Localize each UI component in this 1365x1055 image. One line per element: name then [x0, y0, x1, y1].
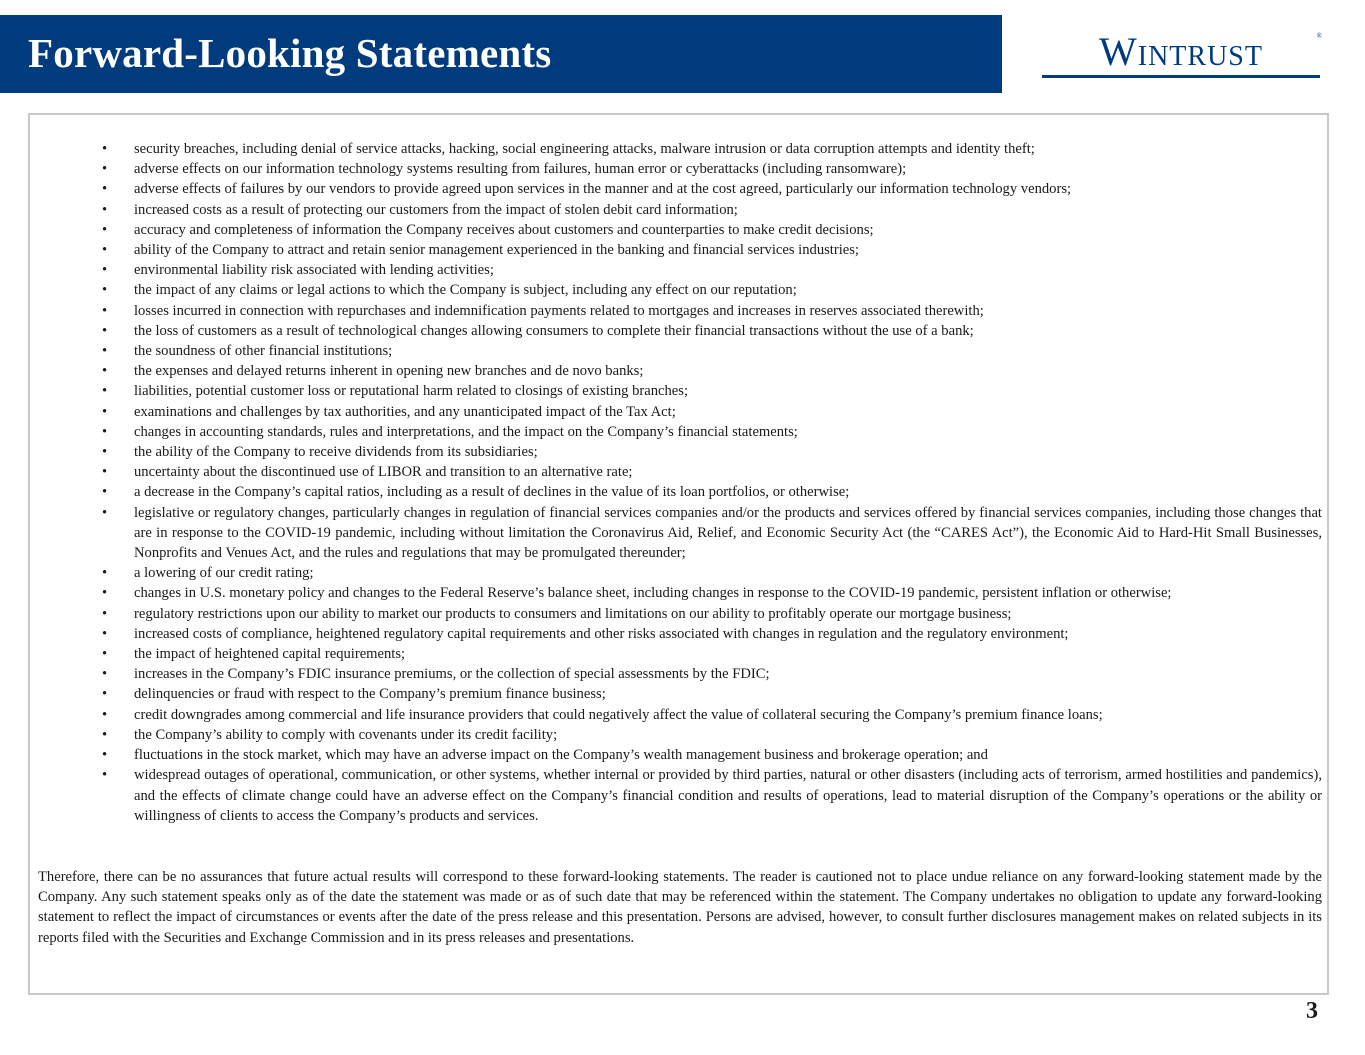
bullet-icon: • [102, 504, 108, 521]
risk-factor-item [72, 705, 1322, 725]
bullet-icon: • [102, 282, 108, 299]
risk-factor-item [72, 341, 1322, 361]
risk-factor-item [72, 220, 1322, 240]
risk-factor-item [72, 583, 1322, 603]
bullet-icon: • [102, 201, 108, 218]
risk-factor-text: increased costs of compliance, heightened regulatory capital requirements and other risks associated with changes in regulation and the regulatory environment; [134, 625, 1069, 642]
risk-factor-item [72, 200, 1322, 220]
risk-factor-text: the expenses and delayed returns inherent in opening new branches and de novo banks; [134, 363, 644, 380]
bullet-icon: • [102, 686, 108, 703]
risk-factor-item [72, 179, 1322, 199]
risk-factor-text: fluctuations in the stock market, which may have an adverse impact on the Company’s wealth management business and brokerage operation; and [134, 747, 988, 764]
bullet-icon: • [102, 747, 108, 764]
logo-underline [1042, 75, 1320, 78]
bullet-icon: • [102, 302, 108, 319]
bullet-icon: • [102, 726, 108, 743]
bullet-icon: • [102, 141, 108, 157]
bullet-icon: • [102, 605, 108, 622]
risk-factor-text: a decrease in the Company’s capital ratios, including as a result of declines in the value of its loan portfolios, or otherwise; [134, 484, 850, 501]
risk-factor-item [72, 725, 1322, 745]
risk-factor-item [72, 159, 1322, 179]
bullet-icon: • [102, 343, 108, 360]
bullet-icon: • [102, 464, 108, 481]
risk-factor-text: increased costs as a result of protecting our customers from the impact of stolen debit card information; [134, 201, 738, 218]
risk-factor-text: uncertainty about the discontinued use of LIBOR and transition to an alternative rate; [134, 464, 633, 481]
risk-factor-text: legislative or regulatory changes, particularly changes in regulation of financial services companies and/or the products and services offered by financial services companies, including those changes that are in response to the COVID-19 pandemic, including without limitation the Coronavirus Aid, Relief, and Economic Security Act (the “CARES Act”), the Economic Aid to Hard-Hit Small Businesses, Nonprofits and Venues Act, and the rules and regulations that may be promulgated thereunder; [134, 504, 1322, 562]
risk-factor-text: delinquencies or fraud with respect to the Company’s premium finance business; [134, 686, 606, 703]
risk-factor-text: ability of the Company to attract and retain senior management experienced in the banking and financial services industries; [134, 242, 859, 259]
bullet-icon: • [102, 262, 108, 279]
risk-factor-item [72, 260, 1322, 280]
bullet-icon: • [102, 666, 108, 683]
risk-factor-item [72, 301, 1322, 321]
risk-factor-item [72, 381, 1322, 401]
risk-factor-text: changes in U.S. monetary policy and changes to the Federal Reserve’s balance sheet, including changes in response to the COVID-19 pandemic, persistent inflation or otherwise; [134, 585, 1172, 602]
risk-factor-text: increases in the Company’s FDIC insurance premiums, or the collection of special assessments by the FDIC; [134, 666, 770, 683]
risk-factor-text: the loss of customers as a result of technological changes allowing consumers to complete their financial transactions without the use of a bank; [134, 322, 974, 339]
bullet-icon: • [102, 383, 108, 400]
bullet-icon: • [102, 706, 108, 723]
bullet-icon: • [102, 181, 108, 198]
risk-factor-text: adverse effects on our information technology systems resulting from failures, human error or cyberattacks (including ransomware); [134, 161, 907, 178]
risk-factor-item [72, 745, 1322, 765]
risk-factor-text: security breaches, including denial of service attacks, hacking, social engineering attacks, malware intrusion or data corruption attempts and identity theft; [134, 141, 1035, 157]
risk-factor-item [72, 482, 1322, 502]
risk-factor-list [72, 139, 1322, 826]
bullet-icon: • [102, 646, 108, 663]
page-number: 3 [1306, 998, 1318, 1024]
bullet-icon: • [102, 403, 108, 420]
risk-factor-text: the ability of the Company to receive dividends from its subsidiaries; [134, 444, 538, 461]
risk-factor-text: a lowering of our credit rating; [134, 565, 314, 582]
risk-factor-item [72, 563, 1322, 583]
risk-factor-item [72, 139, 1322, 159]
bullet-icon: • [102, 221, 108, 238]
risk-factor-text: widespread outages of operational, communication, or other systems, whether internal or provided by third parties, natural or other disasters (including acts of terrorism, armed hostilities and pandemics), and the effects of climate change could have an adverse effect on the Company’s financial condition and results of operations, lead to material disruption of the Company’s operations or the ability or willingness of clients to access the Company’s products and services. [134, 767, 1322, 824]
risk-factor-item [72, 604, 1322, 624]
risk-factor-item [72, 280, 1322, 300]
risk-factor-text: the Company’s ability to comply with covenants under its credit facility; [134, 726, 558, 743]
risk-factor-item [72, 240, 1322, 260]
bullet-icon: • [102, 423, 108, 440]
risk-factor-text: the impact of any claims or legal actions to which the Company is subject, including any effect on our reputation; [134, 282, 797, 299]
risk-factor-item [72, 765, 1322, 826]
registered-mark: ® [1316, 32, 1322, 40]
bullet-icon: • [102, 625, 108, 642]
risk-factor-item [72, 442, 1322, 462]
page-title: Forward-Looking Statements [28, 30, 552, 76]
closing-paragraph: Therefore, there can be no assurances that future actual results will correspond to these forward-looking statements. The reader is cautioned not to place undue reliance on any forward-looking statement made by the Company. Any such statement speaks only as of the date the statement was made or as of such date that may be referenced within the statement. The Company undertakes no obligation to update any forward-looking statement to reflect the impact of circumstances or events after the date of the press release and this presentation. Persons are advised, however, to consult further disclosures management makes on related subjects in its reports filed with the Securities and Exchange Commission and in its press releases and presentations. [38, 869, 1322, 946]
risk-factor-text: accuracy and completeness of information the Company receives about customers and counterparties to make credit decisions; [134, 221, 874, 238]
bullet-icon: • [102, 585, 108, 602]
bullet-icon: • [102, 322, 108, 339]
bullet-icon: • [102, 767, 108, 784]
risk-factor-text: liabilities, potential customer loss or reputational harm related to closings of existing branches; [134, 383, 689, 400]
risk-factor-item [72, 624, 1322, 644]
risk-factor-item [72, 402, 1322, 422]
risk-factor-item [72, 321, 1322, 341]
risk-factor-item [72, 462, 1322, 482]
bullet-icon: • [102, 484, 108, 501]
risk-factor-item [72, 644, 1322, 664]
risk-factor-item [72, 422, 1322, 442]
bullet-icon: • [102, 242, 108, 259]
risk-factor-text: regulatory restrictions upon our ability to market our products to consumers and limitations on our ability to profitably operate our mortgage business; [134, 605, 1012, 622]
bullet-icon: • [102, 363, 108, 380]
risk-factor-item [72, 664, 1322, 684]
risk-factor-text: the impact of heightened capital requirements; [134, 646, 406, 663]
bullet-icon: • [102, 444, 108, 461]
risk-factor-text: the soundness of other financial institutions; [134, 343, 393, 360]
logo-wordmark: Wintrust [1099, 29, 1263, 74]
bullet-icon: • [102, 565, 108, 582]
title-bar [0, 15, 1002, 93]
risk-factor-text: adverse effects of failures by our vendors to provide agreed upon services in the manner and at the cost agreed, particularly our information technology vendors; [134, 181, 1072, 198]
risk-factor-item [72, 503, 1322, 564]
risk-factor-item [72, 361, 1322, 381]
wintrust-logo [1040, 30, 1322, 82]
risk-factor-text: examinations and challenges by tax authorities, and any unanticipated impact of the Tax Act; [134, 403, 676, 420]
risk-factor-text: losses incurred in connection with repurchases and indemnification payments related to mortgages and increases in reserves associated therewith; [134, 302, 984, 319]
risk-factor-text: environmental liability risk associated with lending activities; [134, 262, 494, 279]
risk-factor-text: credit downgrades among commercial and life insurance providers that could negatively affect the value of collateral securing the Company’s premium finance loans; [134, 706, 1103, 723]
bullet-icon: • [102, 161, 108, 178]
risk-factor-item [72, 684, 1322, 704]
risk-factor-text: changes in accounting standards, rules and interpretations, and the impact on the Company’s financial statements; [134, 423, 798, 440]
